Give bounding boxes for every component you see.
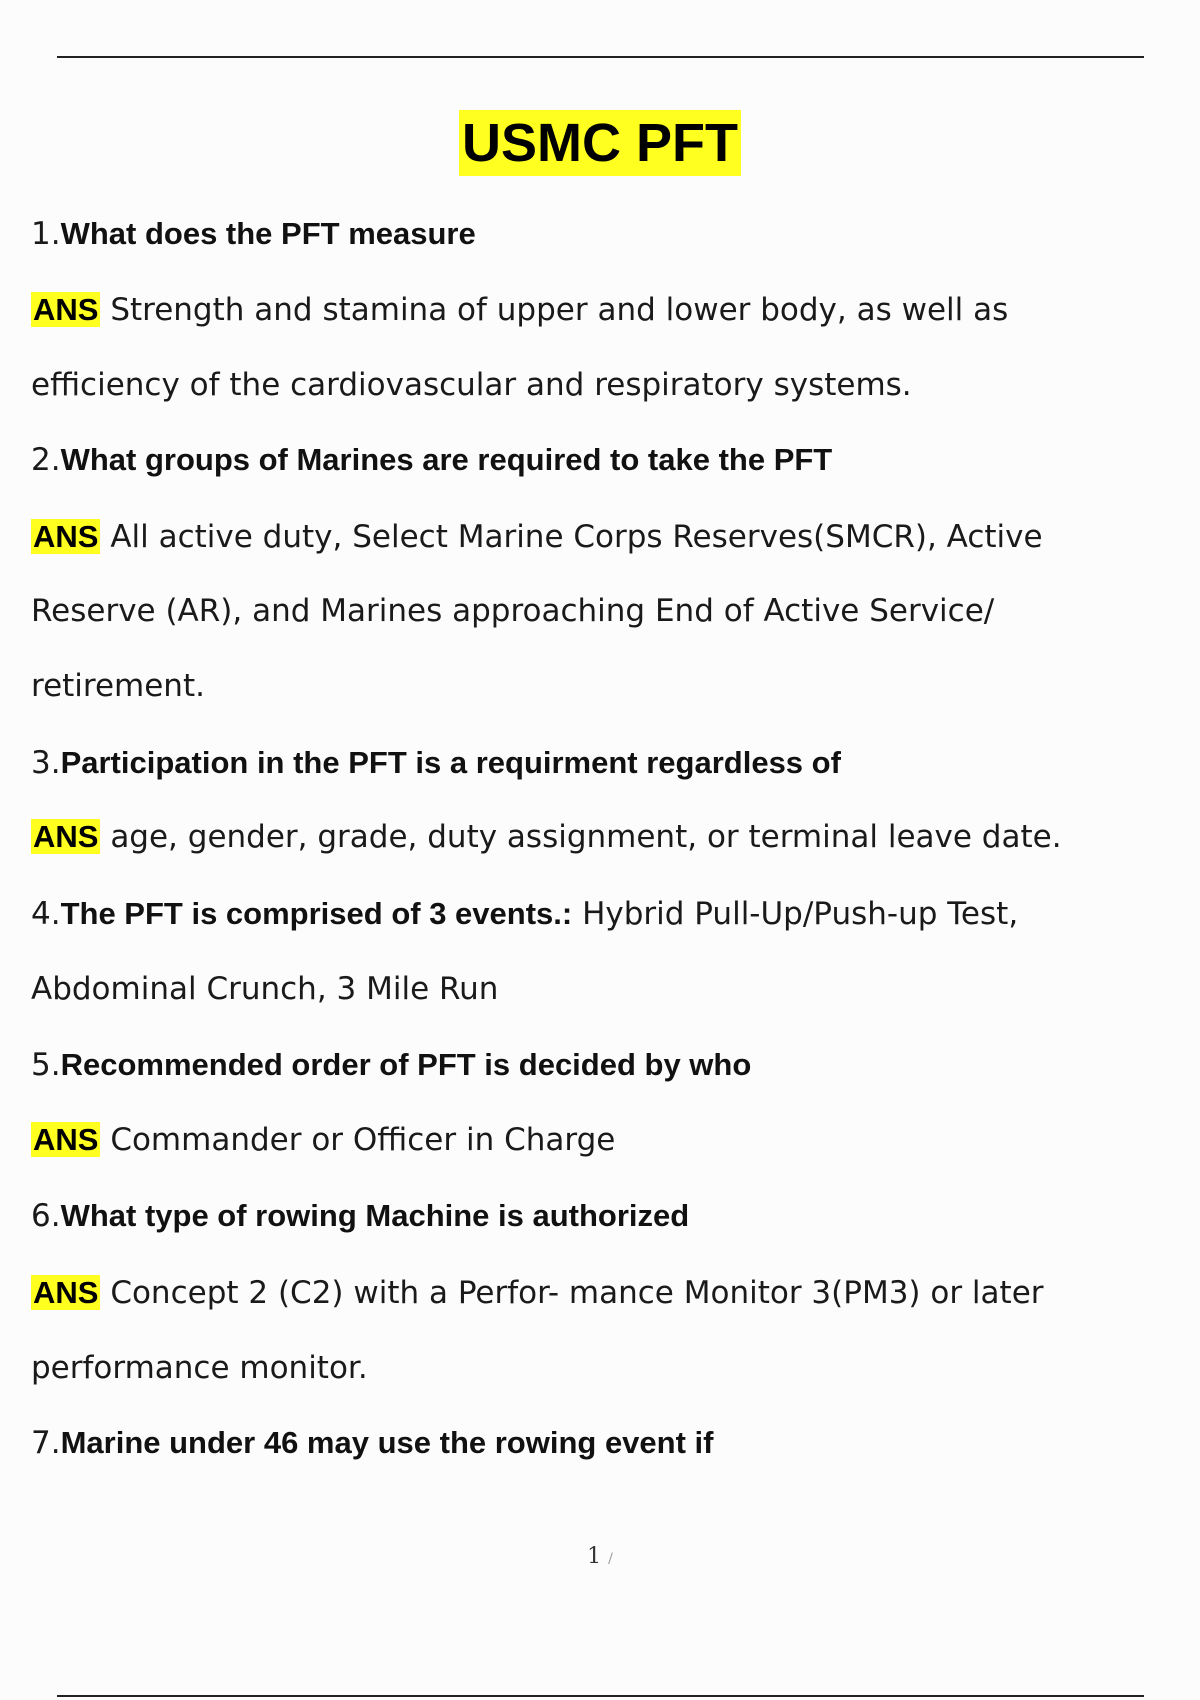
- question-number: 5.: [31, 1047, 61, 1083]
- ans-label: ANS: [33, 292, 99, 327]
- answer-1-line-1: [31, 290, 1008, 330]
- question-number: 1.: [31, 216, 61, 252]
- question-7: [31, 1423, 713, 1463]
- question-4: [31, 894, 1018, 934]
- page-number: [0, 1544, 1200, 1569]
- question-number: 7.: [31, 1425, 61, 1461]
- ans-label: ANS: [33, 819, 99, 854]
- question-text: Recommended order of PFT is decided by who: [60, 1047, 752, 1082]
- top-rule: [57, 56, 1144, 58]
- answer-4-line-1: [31, 969, 498, 1009]
- answer-2-line-2: [31, 591, 994, 631]
- answer-text: performance monitor.: [31, 1350, 368, 1386]
- question-3: [31, 743, 841, 783]
- answer-text: efficiency of the cardiovascular and respiratory systems.: [31, 367, 912, 403]
- answer-text: Commander or Officer in Charge: [110, 1122, 616, 1158]
- answer-3-line-1: [31, 817, 1062, 857]
- title-container: [0, 110, 1200, 176]
- answer-text: retirement.: [31, 668, 205, 704]
- question-text: Marine under 46 may use the rowing event if: [60, 1425, 714, 1460]
- question-number: 4.: [31, 896, 61, 932]
- question-6: [31, 1196, 689, 1236]
- answer-1-line-2: [31, 365, 912, 405]
- bottom-rule: [57, 1695, 1144, 1697]
- question-2: [31, 440, 832, 480]
- question-number: 3.: [31, 745, 61, 781]
- answer-6-line-1: [31, 1273, 1044, 1313]
- question-number: 2.: [31, 442, 61, 478]
- answer-text: age, gender, grade, duty assignment, or terminal leave date.: [110, 819, 1062, 855]
- question-text: The PFT is comprised of 3 events.:: [60, 896, 573, 931]
- document-title: USMC PFT: [459, 110, 741, 176]
- page-number-suffix: /: [608, 1551, 613, 1567]
- page-number-value: 1: [587, 1544, 602, 1569]
- answer-text: Concept 2 (C2) with a Perfor- mance Monitor 3(PM3) or later: [110, 1275, 1044, 1311]
- question-text: What type of rowing Machine is authorized: [60, 1198, 690, 1233]
- answer-5-line-1: [31, 1120, 615, 1160]
- ans-label: ANS: [33, 519, 99, 554]
- question-1: [31, 214, 476, 254]
- answer-6-line-2: [31, 1348, 368, 1388]
- answer-text: Abdominal Crunch, 3 Mile Run: [31, 971, 499, 1007]
- answer-text: Hybrid Pull-Up/Push-up Test,: [582, 896, 1019, 932]
- ans-label: ANS: [33, 1275, 99, 1310]
- answer-text: All active duty, Select Marine Corps Reserves(SMCR), Active: [110, 519, 1043, 555]
- question-text: Participation in the PFT is a requirment regardless of: [60, 745, 841, 780]
- question-5: [31, 1045, 751, 1085]
- answer-2-line-3: [31, 666, 205, 706]
- question-text: What does the PFT measure: [60, 216, 476, 251]
- answer-2-line-1: [31, 517, 1043, 557]
- answer-text: Reserve (AR), and Marines approaching End of Active Service/: [31, 593, 995, 629]
- answer-text: Strength and stamina of upper and lower body, as well as: [110, 292, 1009, 328]
- ans-label: ANS: [33, 1122, 99, 1157]
- question-text: What groups of Marines are required to take the PFT: [60, 442, 833, 477]
- question-number: 6.: [31, 1198, 61, 1234]
